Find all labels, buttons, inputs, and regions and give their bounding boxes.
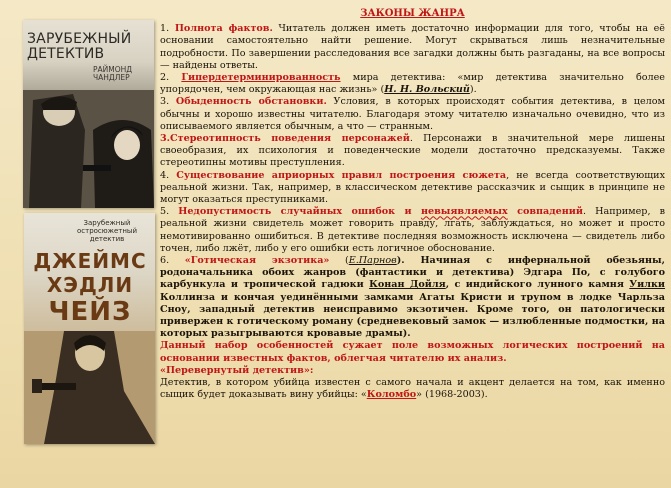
reversed-body xyxy=(160,377,665,401)
book-cover-chase xyxy=(24,213,155,444)
book1-author-line2: ЧАНДЛЕР xyxy=(93,73,130,82)
book2-series xyxy=(64,219,150,243)
rule-3-number: 3. xyxy=(160,96,170,108)
book2-author-middle-name: ХЭДЛИ xyxy=(46,273,134,297)
book-cover-chandler xyxy=(23,20,154,208)
book1-author-line1: РАЙМОНД xyxy=(93,65,133,74)
rule-5-body: . Например, в реальной жизни свидетель может говорить правду, лгать, заблуждаться, но может и просто немотивированно ошибиться. В детективе последняя возможность исключена — свидетель либо точен, либо лжёт, либо у его ошибки есть логичное обоснование. xyxy=(160,206,665,254)
rule-4 xyxy=(160,170,665,207)
rule-1-body: Читатель должен иметь достаточно информации для того, чтобы на её основании самостоятельно найти решение. Могут скрываться лишь незначительные подробности. По завершении расследования все загадки должны быть разгаданы, на все вопросы — найдены ответы. xyxy=(160,23,665,71)
rule-6-body-part2: , с индийского лунного камня xyxy=(445,279,630,291)
rule-2-heading[interactable]: Гипердетерминированность xyxy=(181,72,341,84)
rule-2 xyxy=(160,72,665,96)
reversed-body-text: Детектив, в котором убийца известен с самого начала и акцент делается на том, как именно сыщик будет доказывать вину убийцы: « xyxy=(160,377,665,401)
rule-3b xyxy=(160,133,665,170)
rule-3-body: Условия, в которых происходят события детектива, в целом обычны и хорошо известны читателю. Благодаря этому читателю изначально очевидно, что из описываемого является обычным, а что — странным. xyxy=(160,96,665,132)
rule-5-heading-end: совпадений xyxy=(507,206,584,218)
rule-6-conan-doyle-link[interactable]: Конан Дойля xyxy=(369,279,446,291)
rule-3b-heading: Стереотипность поведения персонажей xyxy=(170,133,410,145)
slide-title: ЗАКОНЫ ЖАНРА xyxy=(360,8,465,19)
book2-illustration xyxy=(24,331,155,444)
book2-author-first-name: ДЖЕЙМС xyxy=(33,249,147,273)
rule-6-heading: «Готическая экзотика» xyxy=(184,255,330,267)
rule-2-citation-link[interactable]: Н. Н. Вольский xyxy=(384,84,470,96)
rule-5-number: 5. xyxy=(160,206,170,218)
book1-author xyxy=(93,66,153,82)
rule-1-number: 1. xyxy=(160,23,170,35)
rule-3b-body: . Персонажи в значительной мере лишены своеобразия, их психология и поведенческие модели достаточно предсказуемы. Также стереотипны мотивы преступления. xyxy=(160,133,665,169)
rule-3 xyxy=(160,96,665,133)
rule-6 xyxy=(160,255,665,340)
book1-title xyxy=(27,32,152,62)
rule-4-body: , не всегда соответствующих реальной жизни. Так, например, в классическом детективе рассказчик и сыщик в принципе не могут оказаться преступниками. xyxy=(160,169,665,206)
text-column xyxy=(160,8,665,483)
reversed-heading: «Перевернутый детектив»: xyxy=(160,364,314,376)
rule-2-body: мира детектива: «мир детектива значительно более упорядочен, чем окружающая нас жизнь» ( xyxy=(160,72,665,96)
book2-series-line1: Зарубежный xyxy=(83,219,131,227)
rule-4-number: 4. xyxy=(160,169,170,181)
book1-title-line1: ЗАРУБЕЖНЫЙ xyxy=(27,31,132,47)
book1-title-line2: ДЕТЕКТИВ xyxy=(27,46,105,62)
summary: Данный набор особенностей сужает поле возможных логических построений на основании известных фактов, облегчая читателю их анализ. xyxy=(160,340,665,364)
book2-author-last-name: ЧЕЙЗ xyxy=(48,297,132,327)
rule-4-heading: Существование априорных правил построения сюжета xyxy=(176,169,507,181)
rule-5-heading: Недопустимость случайных ошибок и xyxy=(178,206,421,218)
rule-3-heading: Обыденность обстановки. xyxy=(175,96,327,108)
rule-6-body-part1: ). Начиная с инфернальной обезьяны, родоначальника обоих жанров (фантастики и детектива) Эдгара По, с голубого карбункула и тропической гадюки xyxy=(160,255,665,291)
rule-2-tail: ). xyxy=(469,84,477,96)
rule-5-heading-underlined: невыявляемых xyxy=(420,206,508,218)
rule-1 xyxy=(160,23,665,72)
rule-1-heading: Полнота фактов. xyxy=(174,23,273,35)
rule-6-number: 6. xyxy=(160,255,170,267)
book2-series-line3: детектив xyxy=(89,235,125,243)
rule-3b-number: 3. xyxy=(160,133,171,145)
book2-series-line2: остросюжетный xyxy=(76,227,138,235)
reversed-tail: » (1968-2003). xyxy=(416,389,488,401)
rule-5 xyxy=(160,206,665,255)
book1-illustration xyxy=(23,90,154,208)
rule-6-body-part3: Коллинза и кончая уединёнными замками Агаты Кристи и трупом в лодке Чарльза Сноу, западный детектив неисправимо экзотичен. Кроме того, он патологически привержен к готическому роману (средневековый замок — излюбленные подмостки, на которых разыгрываются кровавые драмы). xyxy=(160,291,665,340)
reversed-columbo-link[interactable]: Коломбо xyxy=(366,389,417,401)
rule-6-citation-link[interactable]: Е.Парнов xyxy=(348,255,397,267)
rule-2-number: 2. xyxy=(160,72,170,84)
rule-6-cite-open: ( xyxy=(329,255,349,267)
rule-6-wilkie-link[interactable]: Уилки xyxy=(629,279,666,291)
